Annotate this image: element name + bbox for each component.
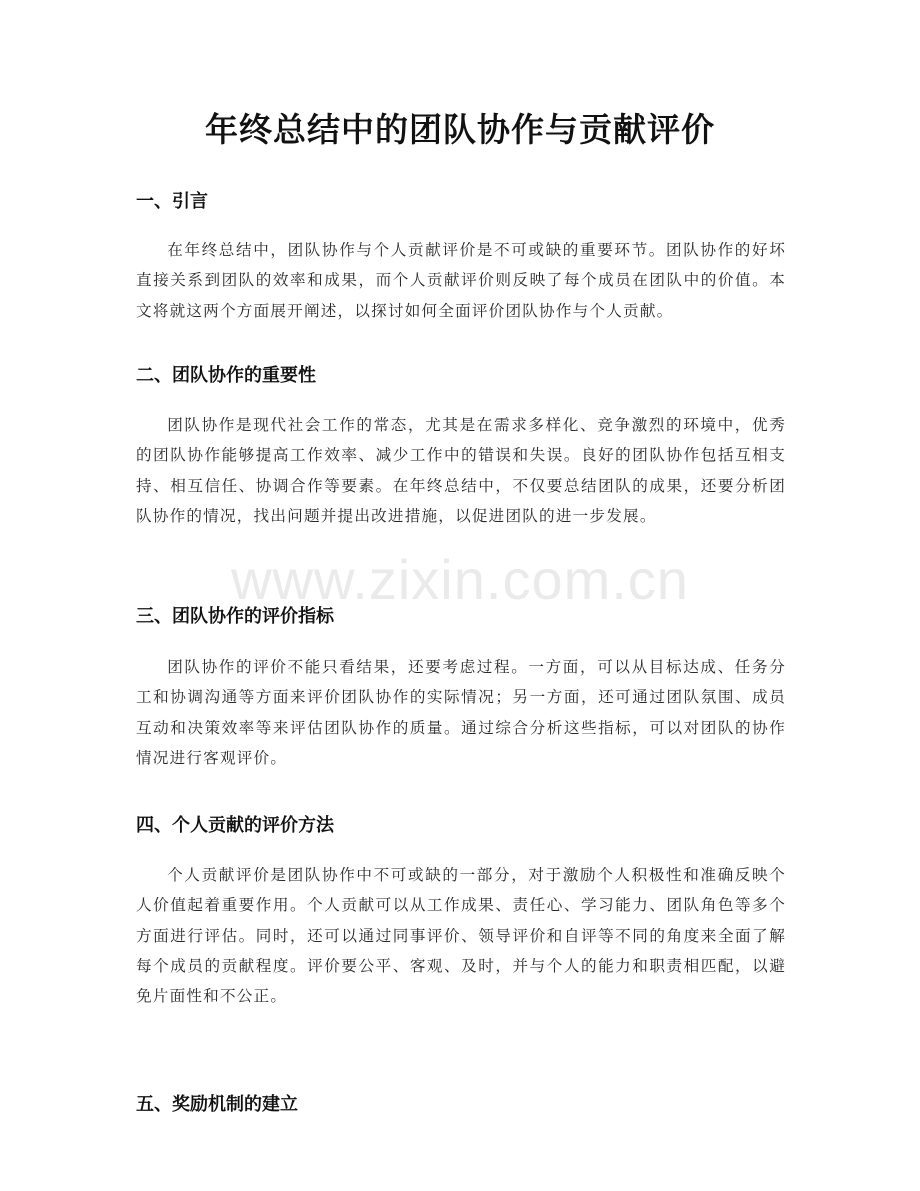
watermark: www.zixin.com.cn	[231, 548, 689, 611]
section-paragraph-1: 在年终总结中，团队协作与个人贡献评价是不可或缺的重要环节。团队协作的好坏直接关系到团队的效率和成果，而个人贡献评价则反映了每个成员在团队中的价值。本文将就这两个方面展开阐述，以探讨如何全面评价团队协作与个人贡献。	[136, 241, 786, 320]
section-heading-2: 二、团队协作的重要性	[136, 365, 316, 386]
section-paragraph-4: 个人贡献评价是团队协作中不可或缺的一部分，对于激励个人积极性和准确反映个人价值起着重要作用。个人贡献可以从工作成果、责任心、学习能力、团队角色等多个方面进行评估。同时，还可以通过同事评价、领导评价和自评等不同的角度来全面了解每个成员的贡献程度。评价要公平、客观、及时，并与个人的能力和职责相匹配，以避免片面性和不公正。	[136, 866, 786, 1006]
section-paragraph-2: 团队协作是现代社会工作的常态，尤其是在需求多样化、竞争激烈的环境中，优秀的团队协作能够提高工作效率、减少工作中的错误和失误。良好的团队协作包括互相支持、相互信任、协调合作等要素。在年终总结中，不仅要总结团队的成果，还要分析团队协作的情况，找出问题并提出改进措施，以促进团队的进一步发展。	[136, 416, 786, 525]
section-heading-5: 五、奖励机制的建立	[136, 1094, 298, 1115]
section-paragraph-3: 团队协作的评价不能只看结果，还要考虑过程。一方面，可以从目标达成、任务分工和协调沟通等方面来评价团队协作的实际情况；另一方面，还可通过团队氛围、成员互动和决策效率等来评估团队协作的质量。通过综合分析这些指标，可以对团队的协作情况进行客观评价。	[136, 658, 786, 767]
section-heading-1: 一、引言	[136, 191, 208, 212]
section-heading-4: 四、个人贡献的评价方法	[136, 815, 334, 836]
document-title: 年终总结中的团队协作与贡献评价	[205, 110, 715, 149]
section-heading-3: 三、团队协作的评价指标	[136, 606, 334, 627]
